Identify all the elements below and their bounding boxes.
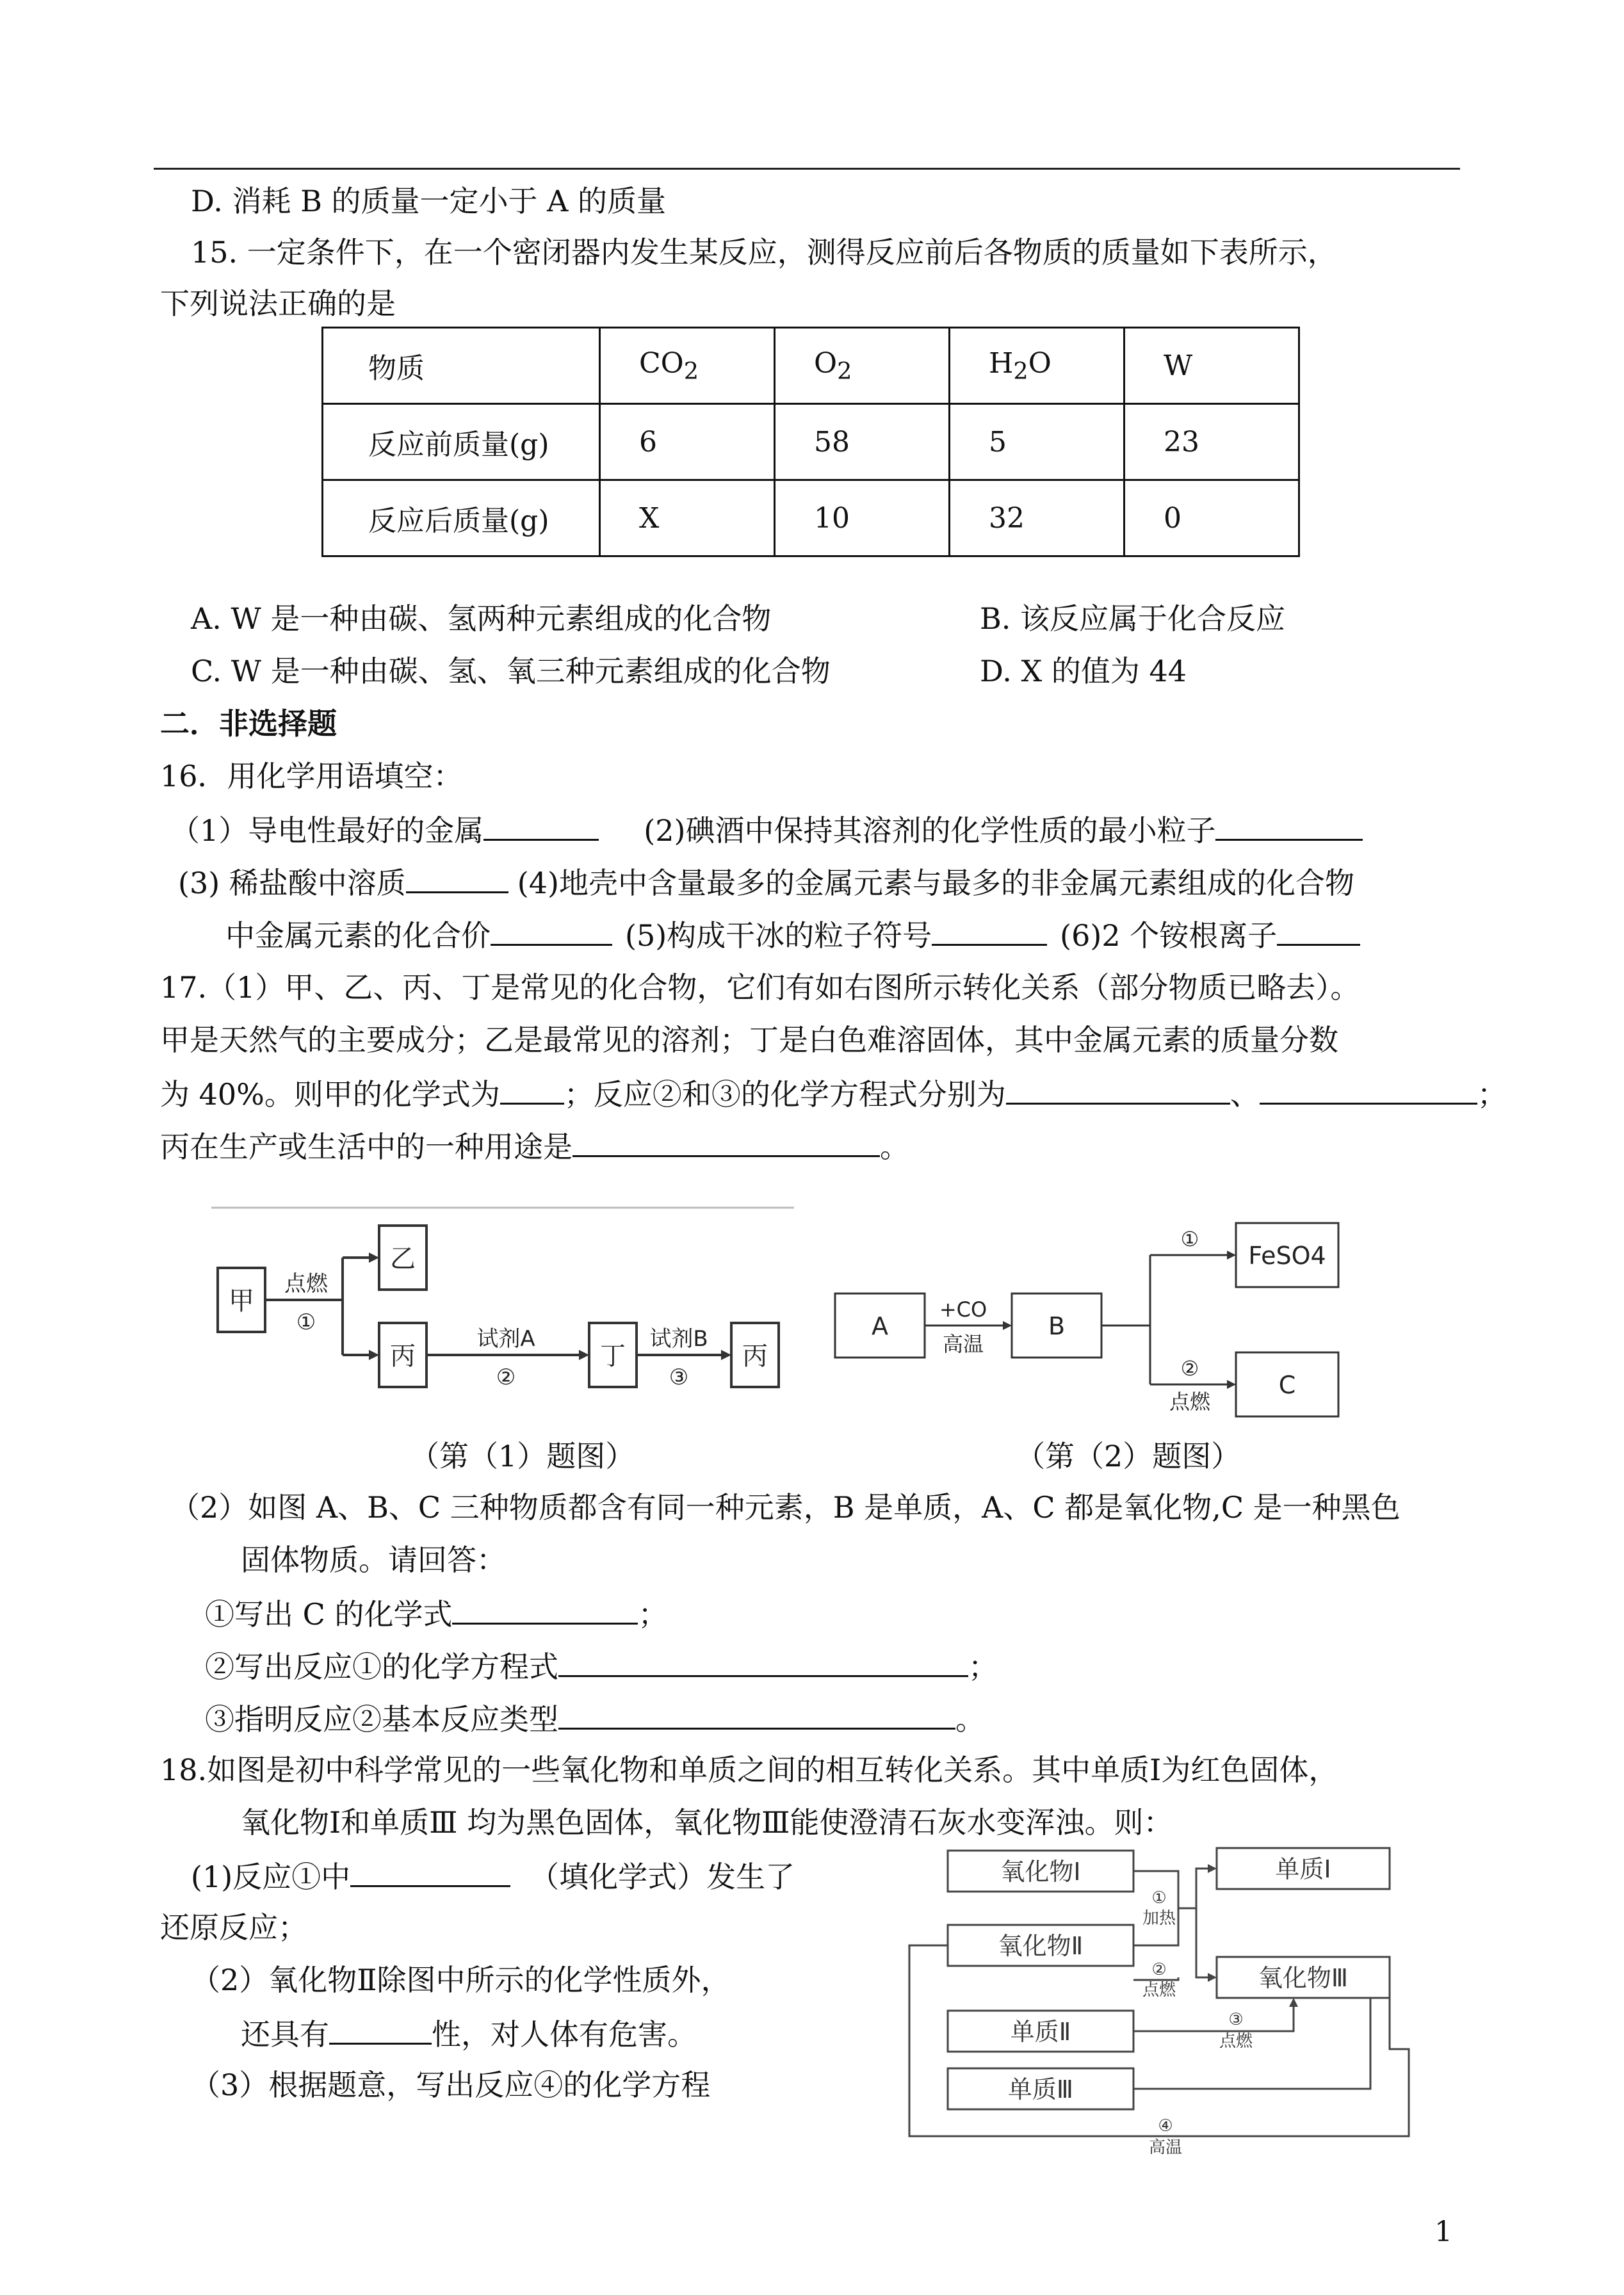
label-oxide-3: 氧化物Ⅲ (1258, 1964, 1349, 1992)
reaction-1-mark: ① (1151, 1888, 1167, 1908)
reaction-4-mark: ④ (1158, 2116, 1173, 2136)
table-header-row (323, 328, 1299, 404)
label-b: B (1048, 1312, 1066, 1340)
table-header-cell: $H_2O$ (950, 328, 1125, 404)
q18-sub-2: （2）氧化物Ⅱ除图中所示的化学性质外， (191, 1963, 731, 1997)
cond-high-temp: 高温 (1148, 2138, 1183, 2157)
answer-blank[interactable] (483, 809, 599, 841)
reaction-2-mark: ② (1151, 1960, 1167, 1979)
label-oxide-1: 氧化物Ⅰ (1000, 1858, 1081, 1886)
cond-co: +CO (939, 1297, 987, 1322)
answer-blank[interactable] (500, 1073, 564, 1105)
cond-ignite: 点燃 (1169, 1390, 1211, 1414)
section-title: 二．非选择题 (160, 706, 337, 741)
answer-blank[interactable] (329, 2013, 432, 2045)
table-cell: 6 (600, 404, 775, 480)
table-cell: 10 (775, 480, 950, 556)
q18-sub-1-cont: 还原反应； (160, 1910, 307, 1945)
table-header-cell: $CO_2$ (600, 328, 775, 404)
q17-part2-sub-3: ③指明反应②基本反应类型 。 (205, 1698, 985, 1739)
reaction-3-mark: ③ (1228, 2010, 1244, 2029)
q17-line-1: 17.（1）甲、乙、丙、丁是常见的化合物，它们有如右图所示转化关系（部分物质已略去）。 (160, 970, 1360, 1005)
page-number: 1 (1434, 2216, 1452, 2248)
reagent-b: 试剂B (649, 1326, 708, 1352)
table-cell: X (600, 480, 775, 556)
q17-line-3: 为 40%。则甲的化学式为 ；反应②和③的化学方程式分别为 、 ； (160, 1073, 1507, 1114)
q18-line-2: 氧化物Ⅰ和单质Ⅲ 均为黑色固体，氧化物Ⅲ能使澄清石灰水变浑浊。则： (241, 1805, 1173, 1840)
q17-fig1-caption: （第（1）题图） (410, 1439, 635, 1473)
answer-blank[interactable] (1260, 1073, 1477, 1105)
answer-blank[interactable] (1277, 914, 1360, 946)
q16-part-3: (3) 稀盐酸中溶质 (178, 866, 406, 900)
q16-stem: 16．用化学用语填空： (160, 759, 463, 793)
table-cell: 23 (1125, 404, 1299, 480)
q15-stem-cont: 下列说法正确的是 (160, 286, 396, 321)
q14-option-d: D. 消耗 B 的质量一定小于 A 的质量 (191, 184, 666, 218)
label-ding: 丁 (600, 1342, 626, 1371)
label-oxide-2: 氧化物Ⅱ (998, 1932, 1084, 1960)
table-cell: 58 (775, 404, 950, 480)
q15-option-a: A. W 是一种由碳、氢两种元素组成的化合物 (191, 601, 772, 636)
q18-figure (897, 1838, 1422, 2158)
label-element-1: 单质Ⅰ (1275, 1855, 1331, 1883)
q15-mass-table (321, 327, 1300, 557)
reaction-2-mark: ② (1180, 1356, 1199, 1381)
q15-option-d: D. X 的值为 44 (980, 654, 1187, 688)
q15-stem: 15. 一定条件下，在一个密闭器内发生某反应，测得反应前后各物质的质量如下表所示， (191, 235, 1337, 270)
answer-blank[interactable] (491, 914, 612, 946)
table-header-cell: 物质 (323, 328, 600, 404)
label-element-3: 单质Ⅲ (1007, 2075, 1074, 2104)
label-jia: 甲 (229, 1286, 254, 1316)
reagent-a: 试剂A (476, 1326, 535, 1352)
cond-ignite-3: 点燃 (1219, 2032, 1253, 2051)
label-a: A (872, 1312, 888, 1340)
table-header-cell: $O_2$ (775, 328, 950, 404)
reaction-1-mark: ① (1180, 1227, 1199, 1251)
table-row (323, 480, 1299, 556)
cond-ignite-2: 点燃 (1142, 1981, 1176, 2000)
q17-part2-sub-2: ②写出反应①的化学方程式 ； (205, 1646, 998, 1686)
cond-heat: 加热 (1142, 1909, 1176, 1928)
q16-part-2: (2)碘酒中保持其溶剂的化学性质的最小粒子 (644, 813, 1216, 848)
q16-line-3 (225, 914, 1360, 955)
label-feso4: FeSO4 (1248, 1242, 1326, 1270)
q16-line-1 (170, 809, 1363, 850)
answer-blank[interactable] (1215, 809, 1363, 841)
q16-part-5: (5)构成干冰的粒子符号 (625, 918, 932, 953)
answer-blank[interactable] (452, 1593, 638, 1625)
q17-figure-2 (826, 1204, 1383, 1422)
cond-high-temp: 高温 (942, 1332, 984, 1356)
label-yi: 乙 (390, 1244, 416, 1274)
table-header-cell: W (1125, 328, 1299, 404)
label-c: C (1278, 1371, 1296, 1399)
answer-blank[interactable] (932, 914, 1047, 946)
q16-part-4-cont: 中金属元素的化合价 (225, 918, 491, 953)
label-bing: 丙 (390, 1342, 416, 1371)
q18-line-1: 18.如图是初中科学常见的一些氧化物和单质之间的相互转化关系。其中单质Ⅰ为红色固体， (160, 1753, 1338, 1787)
q17-figure-1 (211, 1204, 800, 1422)
cond-ignite: 点燃 (284, 1271, 328, 1297)
q17-line-4: 丙在生产或生活中的一种用途是 。 (160, 1126, 909, 1166)
label-element-2: 单质Ⅱ (1010, 2018, 1071, 2046)
answer-blank[interactable] (558, 1698, 955, 1730)
q15-option-c: C. W 是一种由碳、氢、氧三种元素组成的化合物 (191, 654, 831, 688)
answer-blank[interactable] (558, 1646, 968, 1677)
q16-part-1: （1）导电性最好的金属 (170, 813, 484, 848)
q16-part-4: (4)地壳中含量最多的金属元素与最多的非金属元素组成的化合物 (517, 866, 1354, 900)
table-row-label: 反应前质量(g) (323, 404, 600, 480)
table-row-label: 反应后质量(g) (323, 480, 600, 556)
answer-blank[interactable] (1006, 1073, 1230, 1105)
q15-option-b: B. 该反应属于化合反应 (980, 601, 1286, 636)
reaction-1-mark: ① (296, 1310, 316, 1335)
table-row (323, 404, 1299, 480)
q16-part-6: (6)2 个铵根离子 (1060, 918, 1278, 953)
q17-part2-line-1: （2）如图 A、B、C 三种物质都含有同一种元素，B 是单质，A、C 都是氧化物,C 是一种黑色 (170, 1490, 1401, 1525)
q17-fig2-caption: （第（2）题图） (1016, 1439, 1241, 1473)
q18-sub-3: （3）根据题意，写出反应④的化学方程 (191, 2068, 711, 2102)
label-bing-2: 丙 (742, 1342, 768, 1371)
header-rule (154, 168, 1460, 170)
table-cell: 0 (1125, 480, 1299, 556)
q17-part2-sub-1: ①写出 C 的化学式 ； (205, 1593, 667, 1634)
q17-part2-line-2: 固体物质。请回答： (241, 1543, 506, 1577)
q17-line-2: 甲是天然气的主要成分；乙是最常见的溶剂；丁是白色难溶固体，其中金属元素的质量分数 (160, 1023, 1338, 1057)
q18-sub-1: (1)反应①中 （填化学式）发生了 (191, 1856, 795, 1896)
q16-line-2 (178, 862, 1354, 902)
q18-sub-2-cont: 还具有 性，对人体有危害。 (241, 2013, 697, 2054)
table-cell: 5 (950, 404, 1125, 480)
table-cell: 32 (950, 480, 1125, 556)
answer-blank[interactable] (406, 862, 508, 893)
reaction-3-mark: ③ (669, 1365, 689, 1390)
answer-blank[interactable] (350, 1856, 510, 1887)
answer-blank[interactable] (572, 1126, 880, 1157)
reaction-2-mark: ② (496, 1365, 516, 1390)
